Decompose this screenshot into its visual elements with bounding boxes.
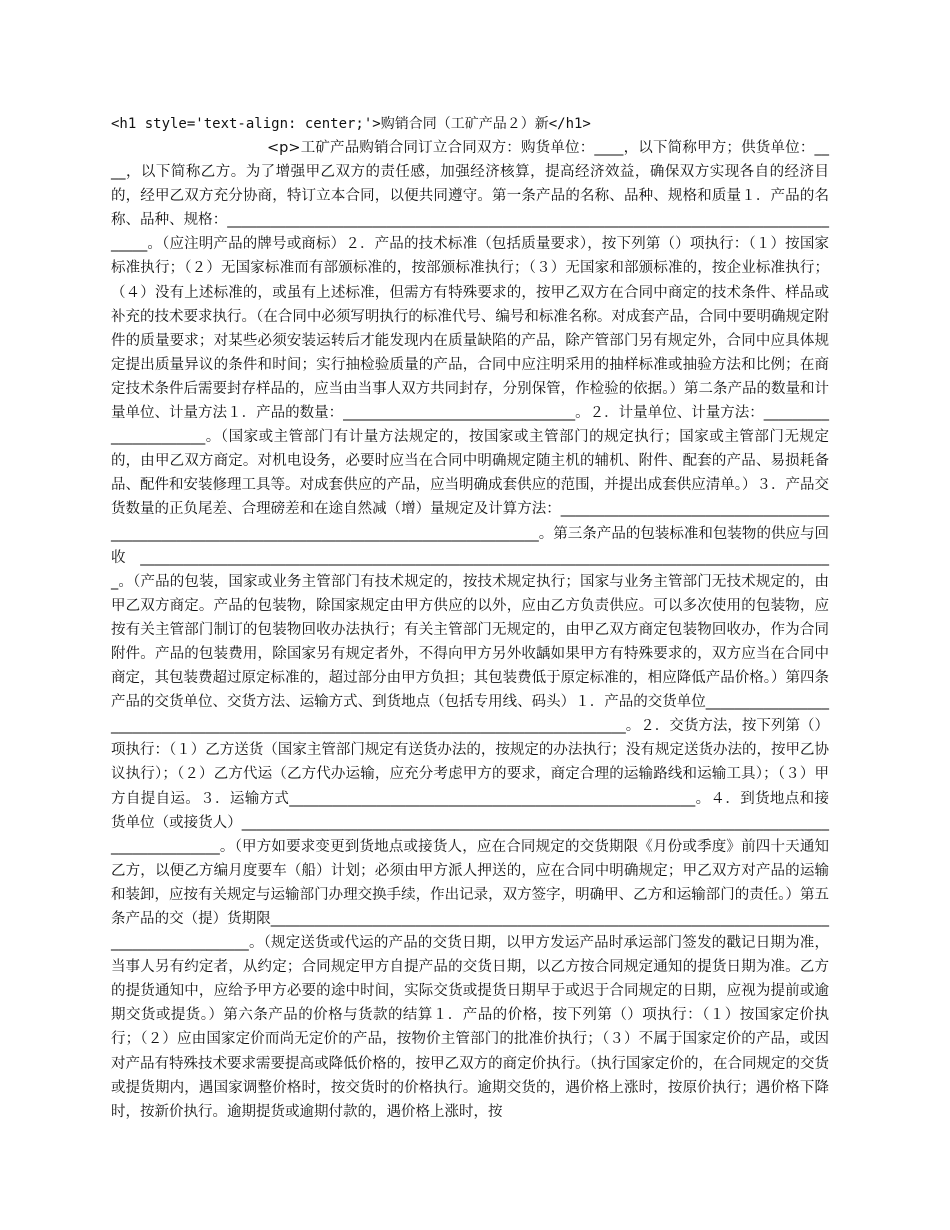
contract-body-text: <p>工矿产品购销合同订立合同双方：购货单位：____，以下简称甲方；供货单位：____，以下简称乙方。为了增强甲乙双方的责任感，加强经济核算，提高经济效益，确保双方实现各自的经济目的，经甲乙双方充分协商，特订立本合同，以便共同遵守。第一条产品的名称、品种、规格和质量１．产品的名称、品种、规格：________________________________________________________________________________________。（应注明产品的牌号或商标）２．产品的技术标准（包括质量要求），按下列第（）项执行：（１）按国家标准执行；（２）无国家标准而有部颁标准的，按部颁标准执行；（３）无国家和部颁标准的，按企业标准执行；（４）没有上述标准的，或虽有上述标准，但需方有特殊要求的，按甲乙双方在合同中商定的技术条件、样品或补充的技术要求执行。（在合同中必须写明执行的标准代号、编号和标准名称。对成套产品，合同中要明确规定附件的质量要求；对某些必须安装运转后才能发现内在质量缺陷的产品，除产管部门另有规定外，合同中应具体规定提出质量异议的条件和时间；实行抽检验质量的产品，合同中应注明采用的抽样标准或抽验方法和比例；在商定技术条件后需要封存样品的，应当由当事人双方共同封存，分别保管，作检验的依据。）第二条产品的数量和计量单位、计量方法１．产品的数量：________________________________。２．计量单位、计量方法：______________________。（国家或主管部门有计量方法规定的，按国家或主管部门的规定执行；国家或主管部门无规定的，由甲乙双方商定。对机电设务，必要时应当在合同中明确规定随主机的辅机、附件、配套的产品、易损耗备品、配件和安装修理工具等。对成套供应的产品，应当明确成套供应的范围，并提出成套供应清单。）３．产品交货数量的正负尾差、合理磅差和在途自然减（增）量规定及计算方法：________________________________________________________________________________________________。第三条产品的包装标准和包装物的供应与回收________________________________________________________________________________________________。（产品的包装，国家或业务主管部门有技术规定的，按技术规定执行；国家与业务主管部门无技术规定的，由甲乙双方商定。产品的包装物，除国家规定由甲方供应的以外，应由乙方负责供应。可以多次使用的包装物，应按有关主管部门制订的包装物回收办法执行；有关主管部门无规定的，由甲乙双方商定包装物回收办，作为合同附件。产品的包装费用，除国家另有规定者外，不得向甲方另外收龋如果甲方有特殊要求的，双方应当在合同中商定，其包装费超过原定标准的，超过部分由甲方负担；其包装费低于原定标准的，相应降低产品价格。）第四条产品的交货单位、交货方法、运输方式、到货地点（包括专用线、码头）１．产品的交货单位________________________________________________________________________________________。２．交货方法，按下列第（）项执行：（１）乙方送货（国家主管部门规定有送货办法的，按规定的办法执行；没有规定送货办法的，按甲乙协议执行）；（２）乙方代运（乙方代办运输，应充分考虑甲方的要求，商定合理的运输路线和运输工具）；（３）甲方自提自运。３．运输方式________________________________________________________。４．到货地点和接货单位（或接货人）________________________________________________________________________________________________。（甲方如要求变更到货地点或接货人，应在合同规定的交货期限《月份或季度》前四十天通知乙方，以便乙方编月度要车（船）计划；必须由甲方派人押送的，应在合同中明确规定；甲乙双方对产品的运输和装卸，应按有关规定与运输部门办理交换手续，作出记录，双方签字，明确甲、乙方和运输部门的责任。）第五条产品的交（提）货期限________________________________________________________________________________________________。（规定送货或代运的产品的交货日期，以甲方发运产品时承运部门签发的戳记日期为准，当事人另有约定者，从约定；合同规定甲方自提产品的交货日期，以乙方按合同规定通知的提货日期为准。乙方的提货通知中，应给予甲方必要的途中时间，实际交货或提货日期早于或迟于合同规定的日期，应视为提前或逾期交货或提货。）第六条产品的价格与货款的结算１．产品的价格，按下列第（）项执行：（１）按国家定价执行；（２）应由国家定价而尚无定价的产品，按物价主管部门的批准价执行；（３）不属于国家定价的产品，或因对产品有特殊技术要求需要提高或降低价格的，按甲乙双方的商定价执行。（执行国家定价的，在合同规定的交货或提货期内，遇国家调整价格时，按交货时的价格执行。逾期交货的，遇价格上涨时，按原价执行；遇价格下降时，按新价执行。逾期提货或逾期付款的，遇价格上涨时，按 [111,140,829,1120]
document-heading-markup: <h1 style='text-align: center;'>购销合同（工矿产品２）新</h1> [111,116,591,132]
